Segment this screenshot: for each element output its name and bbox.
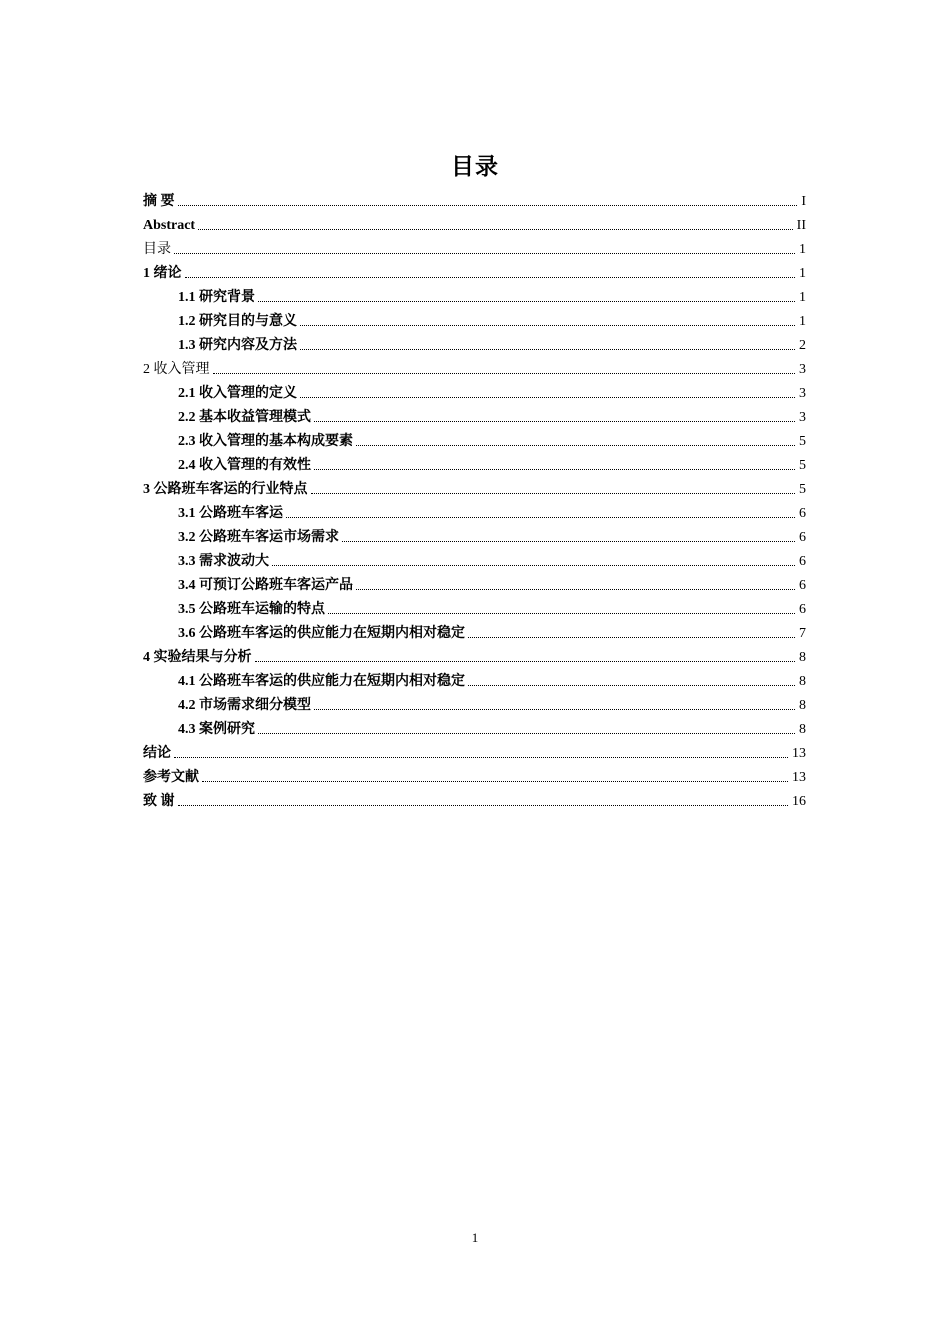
dot-leader [300,397,795,398]
toc-entry-page: 5 [799,458,806,473]
page-number: 1 [471,1230,479,1245]
toc-entry-label: 结论 [143,746,171,761]
toc-entry[interactable] [143,474,806,498]
toc-entry-label: 3.1 公路班车客运 [178,506,283,521]
toc-entry-label: 3.6 公路班车客运的供应能力在短期内相对稳定 [178,626,465,641]
toc-entry-label: Abstract [143,218,196,233]
toc-entry-label: 2.1 收入管理的定义 [178,386,297,401]
toc-entry-page: 6 [799,530,806,545]
toc-entry[interactable] [143,738,806,762]
toc-entry-page: 13 [792,770,806,785]
toc-entry[interactable] [143,282,806,306]
dot-leader [185,277,796,278]
toc-entry-page: 5 [799,434,806,449]
dot-leader [356,589,795,590]
toc-entry[interactable] [143,594,806,618]
toc-entry[interactable] [143,402,806,426]
toc-entry-page: 8 [799,650,806,665]
dot-leader [300,325,795,326]
toc-entry-label: 4 实验结果与分析 [143,650,252,665]
toc-entry-page: 3 [799,362,806,377]
dot-leader [198,229,793,230]
dot-leader [311,493,796,494]
dot-leader [356,445,795,446]
dot-leader [300,349,795,350]
toc-entry[interactable] [143,522,806,546]
toc-entry[interactable] [143,570,806,594]
toc-entry[interactable] [143,450,806,474]
toc-entry-label: 2.2 基本收益管理模式 [178,410,311,425]
toc-entry-label: 3.4 可预订公路班车客运产品 [178,578,353,593]
toc-entry[interactable] [143,642,806,666]
dot-leader [328,613,795,614]
toc-entry-page: 3 [799,410,806,425]
toc-entry-label: 4.3 案例研究 [178,722,255,737]
dot-leader [258,301,795,302]
toc-entry-label: 3 公路班车客运的行业特点 [143,482,308,497]
toc-entry[interactable] [143,666,806,690]
toc-entry-page: 3 [799,386,806,401]
dot-leader [272,565,795,566]
dot-leader [314,709,795,710]
toc-entry-page: 13 [792,746,806,761]
toc-entry-label: 1 绪论 [143,266,182,281]
dot-leader [342,541,795,542]
dot-leader [202,781,788,782]
dot-leader [178,205,798,206]
toc-entry-label: 3.2 公路班车客运市场需求 [178,530,339,545]
toc-entry-page: II [796,218,806,233]
toc-entry-page: 7 [799,626,806,641]
toc-entry-label: 4.2 市场需求细分模型 [178,698,311,713]
toc-entry-label: 1.2 研究目的与意义 [178,314,297,329]
dot-leader [178,805,789,806]
toc-entry[interactable] [143,258,806,282]
toc-entry[interactable] [143,498,806,522]
toc-entry-page: I [801,194,806,209]
toc-entry-page: 2 [799,338,806,353]
dot-leader [314,421,795,422]
dot-leader [213,373,796,374]
toc-entry-label: 目录 [143,242,171,257]
toc-entry-page: 5 [799,482,806,497]
toc-entry[interactable] [143,762,806,786]
toc-entry-page: 16 [792,794,806,809]
dot-leader [174,253,795,254]
toc-entry-page: 6 [799,602,806,617]
dot-leader [286,517,795,518]
toc-entry-page: 8 [799,674,806,689]
toc-entry-page: 6 [799,578,806,593]
toc-entry[interactable] [143,234,806,258]
dot-leader [468,685,795,686]
toc-entry-page: 1 [799,242,806,257]
toc-entry[interactable] [143,330,806,354]
toc-entry-label: 2.4 收入管理的有效性 [178,458,311,473]
toc-entry-page: 6 [799,554,806,569]
toc-entry-label: 致 谢 [143,794,175,809]
toc-entry-page: 1 [799,266,806,281]
dot-leader [468,637,795,638]
toc-entry-page: 8 [799,698,806,713]
toc-entry-label: 3.5 公路班车运输的特点 [178,602,325,617]
toc-entry[interactable] [143,618,806,642]
toc-entry-label: 1.3 研究内容及方法 [178,338,297,353]
toc-entry[interactable] [143,786,806,810]
toc-entry-page: 1 [799,314,806,329]
toc-title: 目录 [451,154,499,180]
toc-entry-label: 3.3 需求波动大 [178,554,269,569]
toc-entry[interactable] [143,306,806,330]
toc-entry[interactable] [143,378,806,402]
toc-entry[interactable] [143,426,806,450]
toc-entry[interactable] [143,354,806,378]
toc-entry-label: 参考文献 [143,770,199,785]
dot-leader [258,733,795,734]
toc-entry-page: 8 [799,722,806,737]
dot-leader [255,661,796,662]
toc-entry-label: 4.1 公路班车客运的供应能力在短期内相对稳定 [178,674,465,689]
dot-leader [314,469,795,470]
dot-leader [174,757,788,758]
table-of-contents [143,186,806,810]
toc-entry[interactable] [143,690,806,714]
toc-entry-label: 摘 要 [143,194,175,209]
toc-entry-label: 2 收入管理 [143,362,210,377]
toc-entry-label: 1.1 研究背景 [178,290,255,305]
toc-entry[interactable] [143,186,806,210]
toc-entry[interactable] [143,546,806,570]
toc-entry-page: 6 [799,506,806,521]
toc-entry-label: 2.3 收入管理的基本构成要素 [178,434,353,449]
toc-entry[interactable] [143,210,806,234]
toc-entry-page: 1 [799,290,806,305]
toc-entry[interactable] [143,714,806,738]
